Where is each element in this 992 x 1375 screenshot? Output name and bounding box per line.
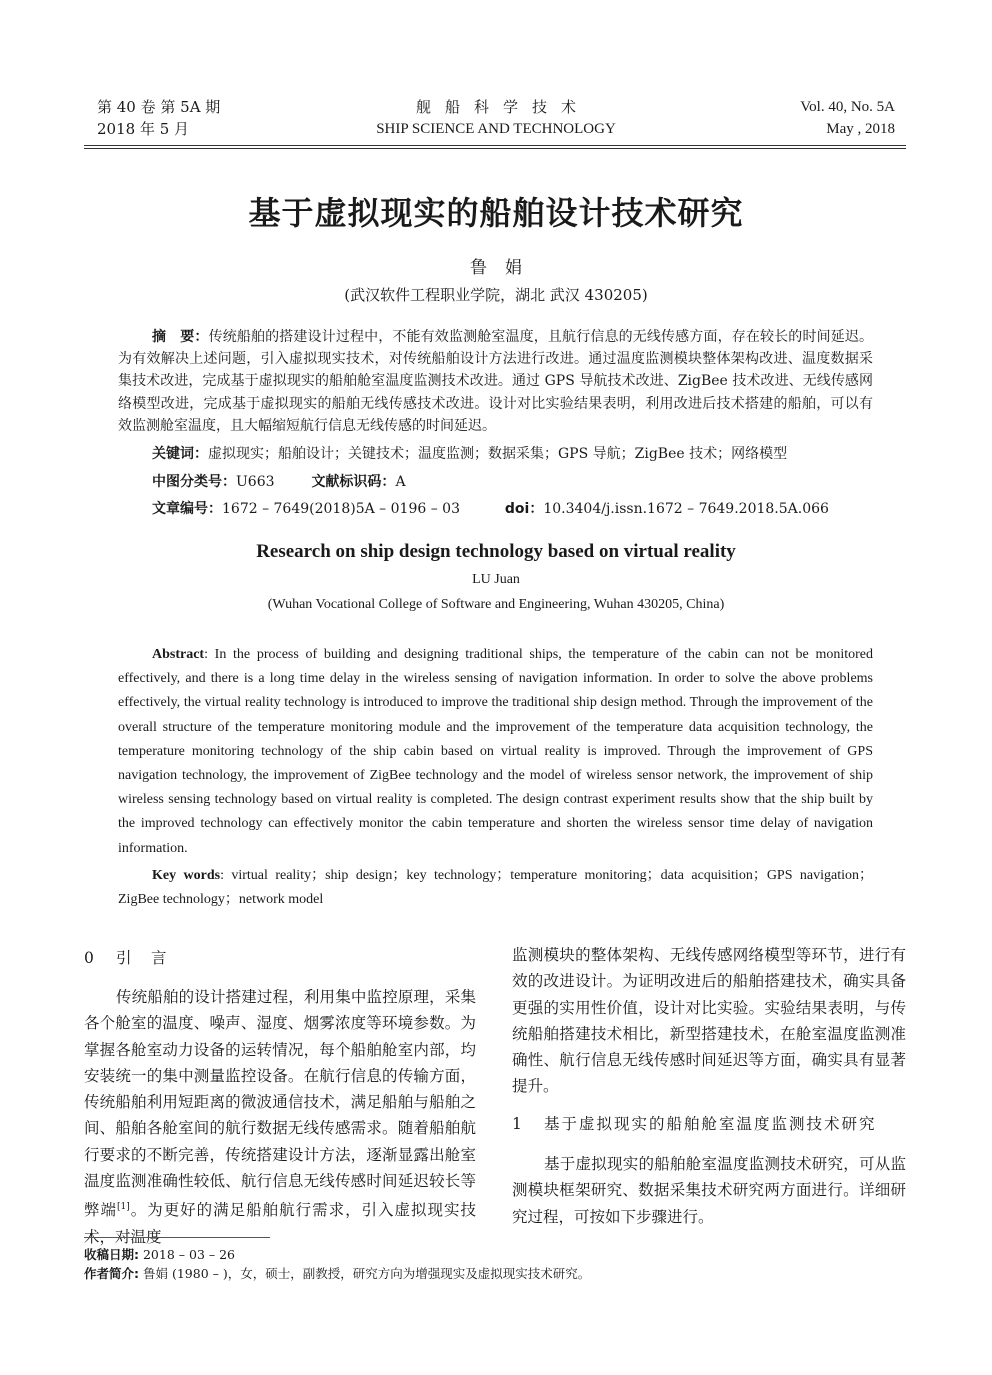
bio-label: 作者简介: [84,1266,139,1281]
article-id-label: 文章编号： [152,501,222,517]
received-date: 2018 – 03 – 26 [142,1247,236,1262]
journal-volume-cn: 第 40 卷 第 5A 期 [97,98,221,116]
journal-name-cn: 舰船科学技术 [415,98,590,116]
doi-label: doi： [504,501,544,517]
section-1-number: 1 [512,1115,522,1133]
affiliation-en: (Wuhan Vocational College of Software and Engineering, Wuhan 430205, China) [267,597,725,612]
keywords-cn [152,443,787,463]
clc-label: 中图分类号： [152,474,236,490]
footnote-author-bio [84,1264,590,1283]
section-0-para-text-end: 。为更好的满足船舶航行需求，引入虚拟现实技术，对温度 [84,1201,476,1246]
paper-title-cn: 基于虚拟现实的船舶设计技术研究 [248,194,744,232]
received-label: 收稿日期: [84,1247,139,1262]
footnote-received [84,1245,235,1264]
paper-title-en: Research on ship design technology based on virtual reality [256,541,736,562]
abstract-cn [118,326,873,437]
abstract-en-text: : In the process of building and designing traditional ships, the temperature of the cabin can not be monitored effectively, and there is a long time delay in the wireless sensing of navigation information. In order to solve the above problems effectively, the virtual reality technology is introduced to improve the traditional ship design method. Through the improvement of the overall structure of the temperature monitoring module and the improvement of the temperature data acquisition technology, the temperature monitoring technology of the ship cabin based on virtual reality is improved. Through the improvement of GPS navigation technology, the improvement of ZigBee technology and the model of wireless sensor network, the improvement of ship wireless sensing technology based on virtual reality is completed. The design contrast experiment results show that the ship built by the improved technology can effectively monitor the cabin temperature and shorten the wireless sensor time delay of navigation information. [118,647,873,856]
section-0-paragraph-continued: 监测模块的整体架构、无线传感网络模型等环节，进行有效的改进设计。为证明改进后的船舶搭建技术，确实具备更强的实用性价值，设计对比实验。实验结果表明，与传统船舶搭建技术相比，新型搭建技术，在舱室温度监测准确性、航行信息无线传感时间延迟等方面，确实具有显著提升。 [512,946,906,1096]
journal-volume-en: Vol. 40, No. 5A [800,99,895,115]
abstract-cn-text: 传统船舶的搭建设计过程中，不能有效监测舱室温度，且航行信息的无线传感方面，存在较长的时间延迟。为有效解决上述问题，引入虚拟现实技术，对传统船舶设计方法进行改进。通过温度监测模块整体架构改进、温度数据采集技术改进，完成基于虚拟现实的船舶舱室温度监测技术改进。通过 GPS 导航技术改进、ZigBee 技术改进、无线传感网络模型改进，完成基于虚拟现实的船舶无线传感技术改进。设计对比实验结果表明，利用改进后技术搭建的船舶，可以有效监测舱室温度，且大幅缩短航行信息无线传感的时间延迟。 [118,329,873,434]
section-0-para-text: 传统船舶的设计搭建过程，利用集中监控原理，采集各个舱室的温度、噪声、湿度、烟雾浓度等环境参数。为掌握各舱室动力设备的运转情况，每个船舶舱室内部，均安装统一的集中测量监控设备。在航行信息的传输方面，传统船舶利用短距离的微波通信技术，满足船舶与船舶之间、船舶各舱室间的航行数据无线传感需求。随着船舶航行要求的不断完善，传统搭建设计方法，逐渐显露出舱室温度监测准确性较低、航行信息无线传感时间延迟较长等弊端 [84,988,476,1220]
abstract-cn-label: 摘 要： [152,329,209,345]
doc-code-value: A [395,474,406,490]
author-en: LU Juan [472,572,520,587]
section-0-number: 0 [84,949,94,967]
journal-name-en: SHIP SCIENCE AND TECHNOLOGY [376,121,616,137]
abstract-en-label: Abstract [152,647,205,662]
section-0-paragraph-1 [84,984,476,1250]
article-id-line [152,498,829,518]
keywords-cn-label: 关键词： [152,446,208,462]
abstract-en [118,643,873,861]
author-cn: 鲁娟 [470,258,540,278]
section-1-heading [512,1112,906,1134]
running-header-right [800,96,895,140]
doc-code-label: 文献标识码： [311,474,396,490]
header-rule-top [84,145,906,146]
footnote-rule [84,1237,270,1238]
keywords-en-text: : virtual reality；ship design；key technology；temperature monitoring；data acquisition；GPS navigation；ZigBee technology；network model [118,868,873,908]
journal-date-cn: 2018 年 5 月 [97,120,190,138]
reference-marker: [1] [116,1202,130,1213]
section-1-paragraph-1: 基于虚拟现实的船舶舱室温度监测技术研究，可从监测模块框架研究、数据采集技术研究两方面进行。详细研究过程，可按如下步骤进行。 [512,1155,906,1226]
keywords-en [118,864,873,912]
affiliation-cn: (武汉软件工程职业学院，湖北 武汉 430205) [344,286,648,304]
section-1-title: 基于虚拟现实的船舶舱室温度监测技术研究 [544,1115,877,1133]
classification-line [152,471,406,491]
keywords-cn-text: 虚拟现实；船舶设计；关键技术；温度监测；数据采集；GPS 导航；ZigBee 技术；网络模型 [208,446,788,462]
header-rule-bottom [84,148,906,149]
clc-value: U663 [236,474,275,490]
section-0-title: 引 言 [116,949,169,967]
bio-text: 鲁娟 (1980 – )，女，硕士，副教授，研究方向为增强现实及虚拟现实技术研究。 [142,1266,591,1281]
journal-date-en: May , 2018 [826,121,895,137]
article-id-value: 1672 – 7649(2018)5A – 0196 – 03 [222,501,460,517]
keywords-en-label: Key words [152,868,221,883]
section-0-heading [84,946,476,968]
doi-value: 10.3404/j.issn.1672 – 7649.2018.5A.066 [543,501,829,517]
